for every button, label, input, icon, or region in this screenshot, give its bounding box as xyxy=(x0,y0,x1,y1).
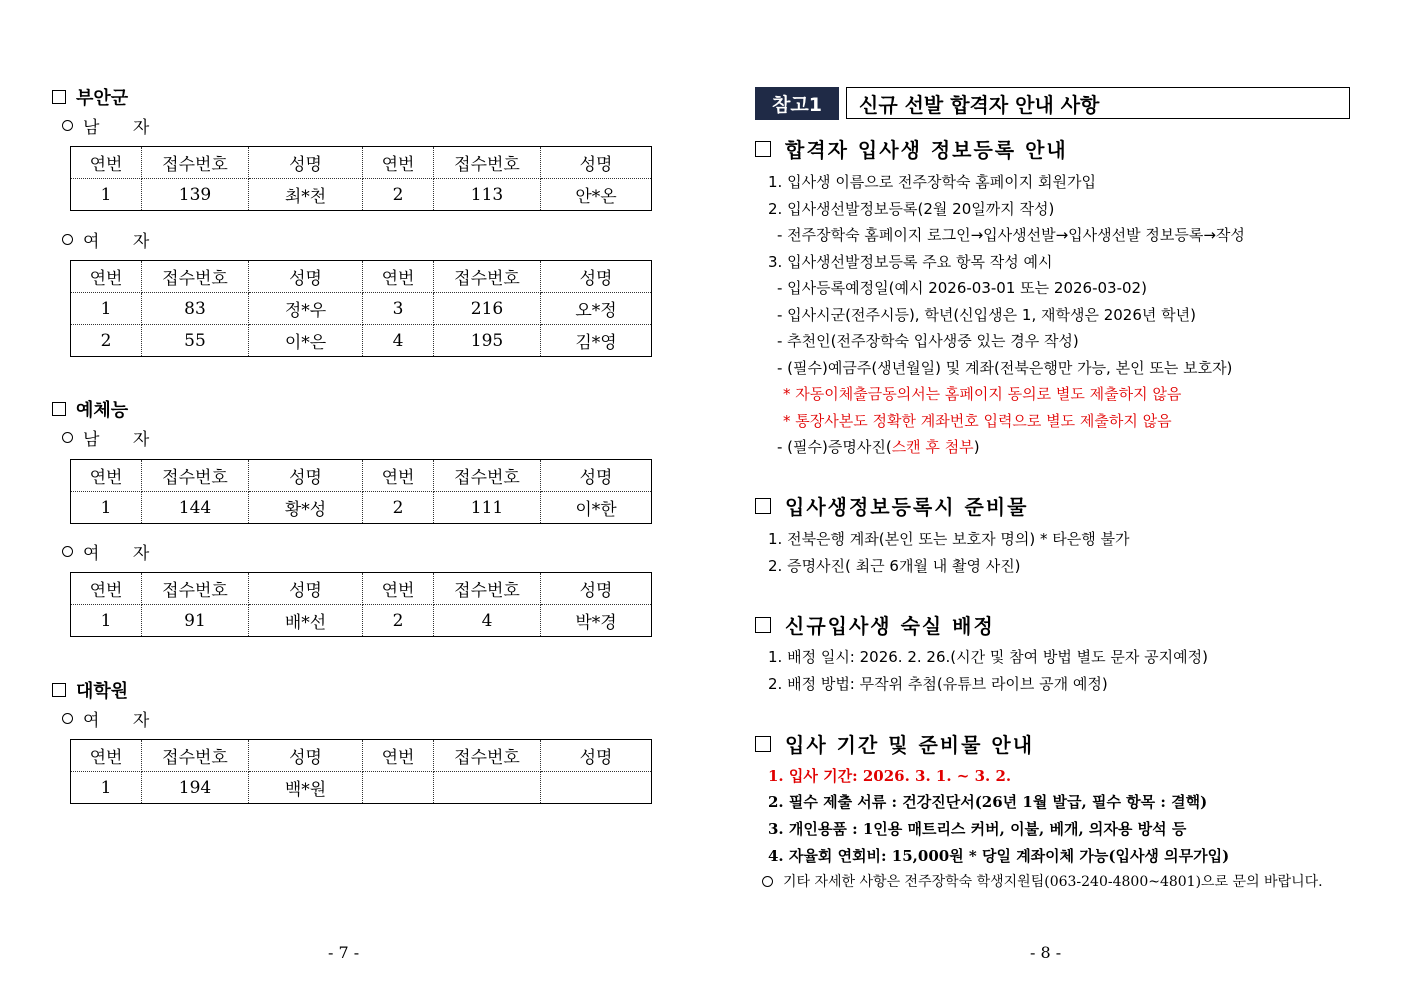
list-item: - (필수)예금주(생년월일) 및 계좌(전북은행만 가능, 본인 또는 보호자) xyxy=(777,359,1233,377)
list-item: 1. 입사생 이름으로 전주장학숙 홈페이지 회원가입 xyxy=(768,173,1096,191)
section-title-preparation: 입사생정보등록시 준비물 xyxy=(755,491,1028,520)
subsection-female: 여 자 xyxy=(62,706,163,731)
list-item: - 입사등록예정일(예시 2026-03-01 또는 2026-03-02) xyxy=(777,279,1147,297)
section-title-graduate: 대학원 xyxy=(52,677,128,703)
col-header: 연번 xyxy=(363,460,434,492)
col-header: 성명 xyxy=(249,573,363,605)
circle-bullet-icon xyxy=(62,546,73,557)
section-title-arts: 예체능 xyxy=(52,396,128,422)
reference-label: 참고1 xyxy=(755,87,839,120)
cell: 2 xyxy=(363,179,434,211)
subsection-female: 여 자 xyxy=(62,539,163,564)
col-header: 접수번호 xyxy=(434,740,541,772)
table-graduate-female xyxy=(70,739,652,804)
cell: 1 xyxy=(71,492,142,524)
table-header-row xyxy=(71,147,652,179)
col-header: 성명 xyxy=(249,261,363,293)
cell: 139 xyxy=(142,179,249,211)
checkbox-square-icon xyxy=(755,736,771,752)
cell: 216 xyxy=(434,293,541,325)
circle-bullet-icon xyxy=(62,713,73,724)
cell: 194 xyxy=(142,772,249,804)
col-header: 성명 xyxy=(541,573,652,605)
col-header: 성명 xyxy=(249,147,363,179)
table-arts-female xyxy=(70,572,652,637)
col-header: 접수번호 xyxy=(434,261,541,293)
cell xyxy=(363,772,434,804)
cell: 배*선 xyxy=(249,605,363,637)
table-arts-male xyxy=(70,459,652,524)
circle-bullet-icon xyxy=(62,120,73,131)
section-title-registration: 합격자 입사생 정보등록 안내 xyxy=(755,134,1068,163)
cell: 오*정 xyxy=(541,293,652,325)
table-buan-male xyxy=(70,146,652,211)
list-item-photo: - (필수)증명사진(스캔 후 첨부) xyxy=(777,438,980,456)
col-header: 성명 xyxy=(249,740,363,772)
list-item-note: * 자동이체출금동의서는 홈페이지 동의로 별도 제출하지 않음 xyxy=(783,385,1182,403)
cell: 144 xyxy=(142,492,249,524)
section-title-room-assignment: 신규입사생 숙실 배정 xyxy=(755,610,995,639)
col-header: 접수번호 xyxy=(434,573,541,605)
cell: 이*은 xyxy=(249,325,363,357)
cell: 2 xyxy=(71,325,142,357)
cell: 1 xyxy=(71,772,142,804)
col-header: 성명 xyxy=(541,147,652,179)
table-row xyxy=(71,293,652,325)
col-header: 성명 xyxy=(541,460,652,492)
col-header: 접수번호 xyxy=(434,147,541,179)
cell: 백*원 xyxy=(249,772,363,804)
col-header: 성명 xyxy=(541,740,652,772)
page-number-right: - 8 - xyxy=(1030,943,1062,962)
cell: 83 xyxy=(142,293,249,325)
col-header: 연번 xyxy=(363,573,434,605)
cell: 4 xyxy=(363,325,434,357)
cell: 195 xyxy=(434,325,541,357)
table-row xyxy=(71,179,652,211)
cell: 1 xyxy=(71,293,142,325)
table-header-row xyxy=(71,573,652,605)
list-item: - 추천인(전주장학숙 입사생중 있는 경우 작성) xyxy=(777,332,1079,350)
cell: 2 xyxy=(363,492,434,524)
col-header: 접수번호 xyxy=(142,261,249,293)
contact-note: 기타 자세한 사항은 전주장학숙 학생지원팀(063-240-4800~4801)으로 문의 바랍니다. xyxy=(762,871,1323,891)
checkbox-square-icon xyxy=(52,683,66,697)
cell: 55 xyxy=(142,325,249,357)
cell: 91 xyxy=(142,605,249,637)
list-item: 3. 입사생선발정보등록 주요 항목 작성 예시 xyxy=(768,253,1053,271)
col-header: 연번 xyxy=(71,261,142,293)
list-item: 4. 자율회 연회비: 15,000원 * 당일 계좌이체 가능(입사생 의무가입) xyxy=(768,847,1230,865)
list-item: 1. 입사 기간: 2026. 3. 1. ~ 3. 2. xyxy=(768,767,1012,785)
checkbox-square-icon xyxy=(52,402,66,416)
table-row xyxy=(71,492,652,524)
subsection-male: 남 자 xyxy=(62,425,163,450)
checkbox-square-icon xyxy=(52,90,66,104)
list-item-note: * 통장사본도 정확한 계좌번호 입력으로 별도 제출하지 않음 xyxy=(783,412,1172,430)
subsection-female: 여 자 xyxy=(62,227,163,252)
table-row xyxy=(71,325,652,357)
col-header: 성명 xyxy=(541,261,652,293)
col-header: 접수번호 xyxy=(142,460,249,492)
list-item: - 입사시군(전주시등), 학년(신입생은 1, 재학생은 2026년 학년) xyxy=(777,306,1196,324)
cell xyxy=(434,772,541,804)
col-header: 접수번호 xyxy=(142,147,249,179)
col-header: 연번 xyxy=(71,573,142,605)
col-header: 접수번호 xyxy=(434,460,541,492)
cell: 이*한 xyxy=(575,500,617,520)
table-header-row xyxy=(71,740,652,772)
cell: 4 xyxy=(434,605,541,637)
table-row xyxy=(71,772,652,804)
cell: 1 xyxy=(71,605,142,637)
subsection-male: 남 자 xyxy=(62,113,163,138)
cell: 정*우 xyxy=(249,293,363,325)
list-item: 1. 전북은행 계좌(본인 또는 보호자 명의) * 타은행 불가 xyxy=(768,530,1130,548)
cell: 111 xyxy=(434,492,541,524)
section-title-buan: 부안군 xyxy=(52,84,128,110)
cell: 김*영 xyxy=(575,333,617,353)
table-row xyxy=(71,605,652,637)
col-header: 연번 xyxy=(71,740,142,772)
cell: 1 xyxy=(71,179,142,211)
cell: 안*온 xyxy=(575,187,617,207)
col-header: 연번 xyxy=(71,147,142,179)
cell: 3 xyxy=(363,293,434,325)
cell: 113 xyxy=(434,179,541,211)
circle-bullet-icon xyxy=(62,432,73,443)
col-header: 연번 xyxy=(363,261,434,293)
circle-bullet-icon xyxy=(62,234,73,245)
col-header: 연번 xyxy=(363,147,434,179)
col-header: 연번 xyxy=(363,740,434,772)
list-item: 3. 개인용품 : 1인용 매트리스 커버, 이불, 베개, 의자용 방석 등 xyxy=(768,820,1187,838)
list-item: 1. 배정 일시: 2026. 2. 26.(시간 및 참여 방법 별도 문자 공지예정) xyxy=(768,648,1208,666)
reference-title: 신규 선발 합격자 안내 사항 xyxy=(846,87,1350,119)
table-buan-female xyxy=(70,260,652,357)
cell: 최*천 xyxy=(249,179,363,211)
list-item: 2. 배정 방법: 무작위 추첨(유튜브 라이브 공개 예정) xyxy=(768,675,1108,693)
col-header: 접수번호 xyxy=(142,573,249,605)
page-number-left: - 7 - xyxy=(328,943,360,962)
list-item: 2. 증명사진( 최근 6개월 내 촬영 사진) xyxy=(768,557,1021,575)
cell: 2 xyxy=(363,605,434,637)
cell: 황*성 xyxy=(249,492,363,524)
circle-bullet-icon xyxy=(762,876,773,887)
checkbox-square-icon xyxy=(755,498,771,514)
col-header: 연번 xyxy=(71,460,142,492)
col-header: 접수번호 xyxy=(142,740,249,772)
list-item: 2. 필수 제출 서류 : 건강진단서(26년 1월 발급, 필수 항목 : 결핵) xyxy=(768,793,1208,811)
checkbox-square-icon xyxy=(755,617,771,633)
list-item: - 전주장학숙 홈페이지 로그인→입사생선발→입사생선발 정보등록→작성 xyxy=(777,226,1245,244)
cell: 박*경 xyxy=(575,613,617,633)
list-item: 2. 입사생선발정보등록(2월 20일까지 작성) xyxy=(768,200,1055,218)
col-header: 성명 xyxy=(249,460,363,492)
reference-header xyxy=(755,87,1350,120)
cell xyxy=(541,772,652,804)
table-header-row xyxy=(71,261,652,293)
table-header-row xyxy=(71,460,652,492)
checkbox-square-icon xyxy=(755,141,771,157)
section-title-move-in: 입사 기간 및 준비물 안내 xyxy=(755,729,1034,758)
